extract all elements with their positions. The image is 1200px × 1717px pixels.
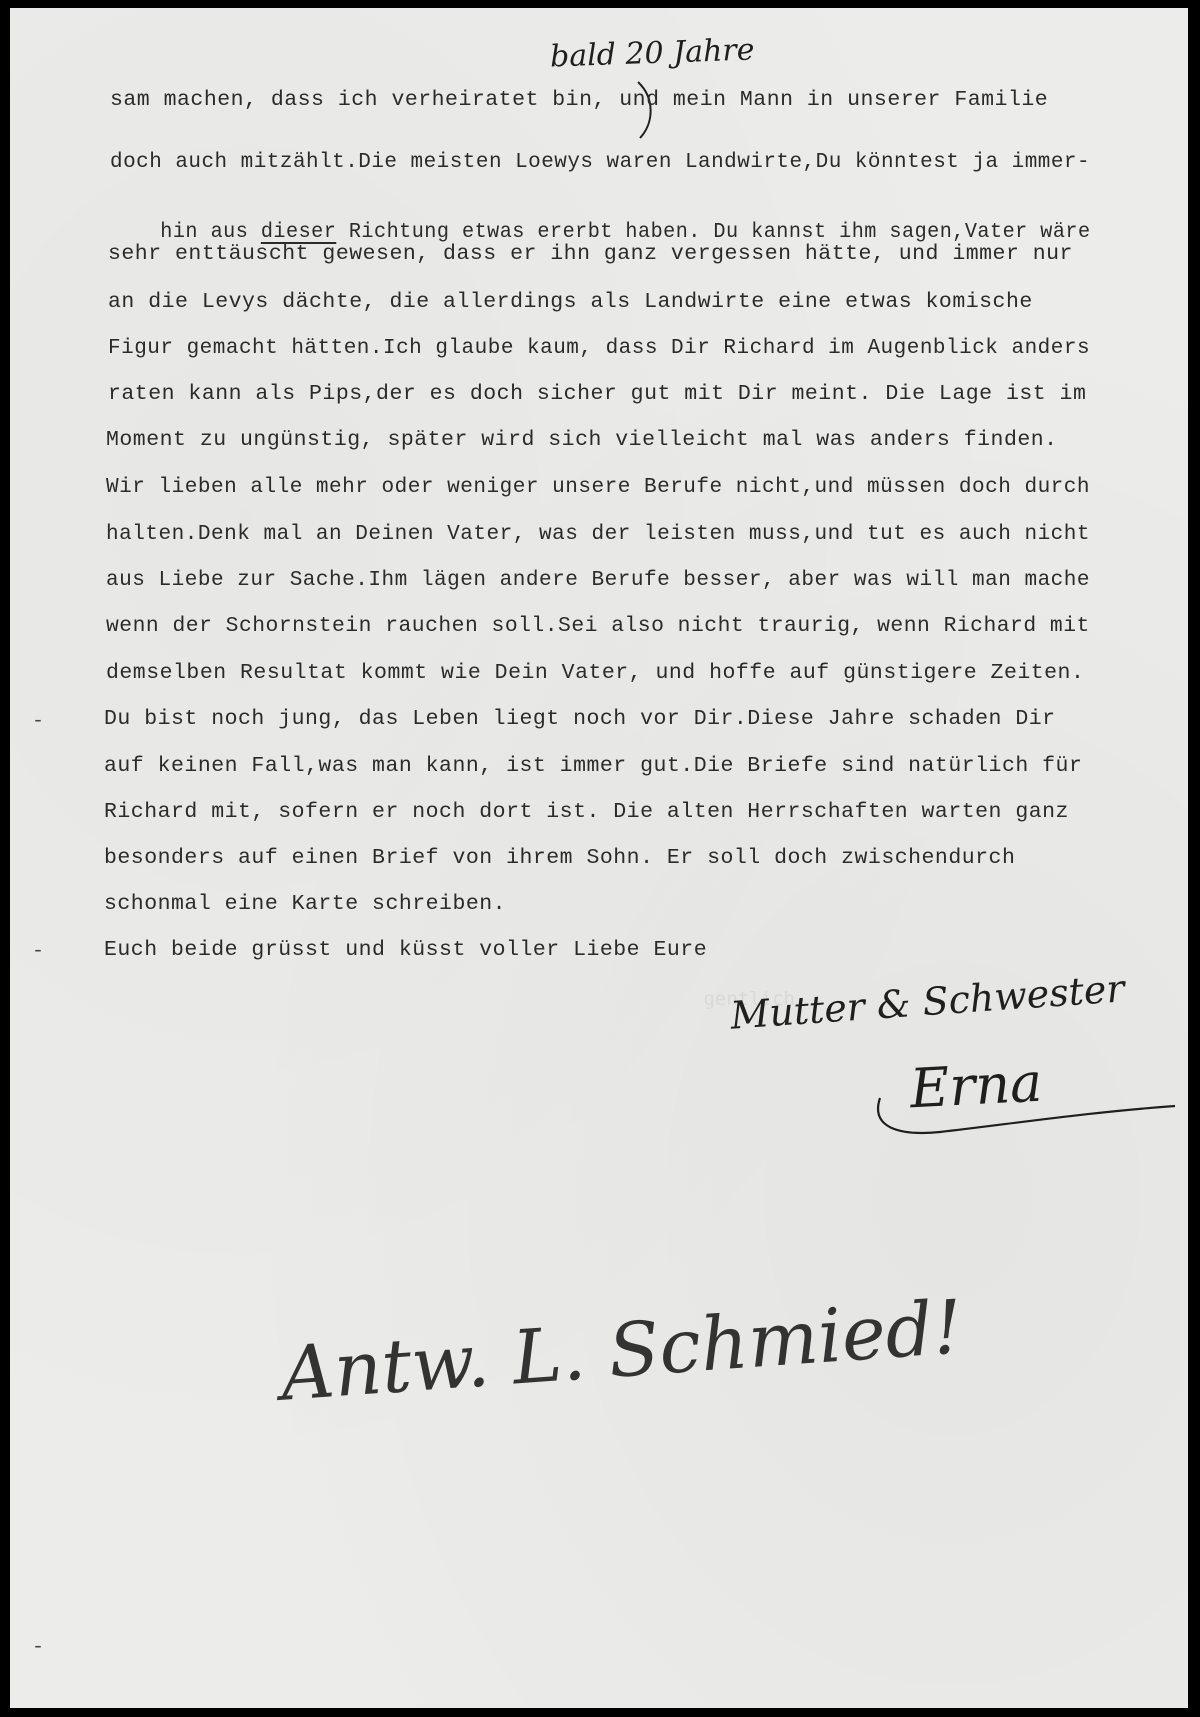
letter-line: wenn der Schornstein rauchen soll.Sei also nicht traurig, wenn Richard mit: [106, 614, 1090, 638]
handwritten-signature: Erna: [908, 1050, 1044, 1121]
letter-line: Moment zu ungünstig, später wird sich vielleicht mal was anders finden.: [106, 428, 1058, 452]
signature-flourish: [870, 1088, 1188, 1148]
margin-mark: -: [32, 940, 45, 963]
letter-line: sam machen, dass ich verheiratet bin, und mein Mann in unserer Familie: [110, 88, 1049, 112]
letter-line: sehr enttäuscht gewesen, dass er ihn ganz vergessen hätte, und immer nur: [108, 242, 1073, 266]
letter-page: [10, 8, 1188, 1708]
letter-line: raten kann als Pips,der es doch sicher gut mit Dir meint. Die Lage ist im: [108, 382, 1087, 406]
reverse-side-bleed: [40, 1038, 692, 1060]
letter-line: Wir lieben alle mehr oder weniger unsere Berufe nicht,und müssen doch durch: [106, 475, 1091, 499]
underlined-word: dieser: [260, 220, 337, 244]
handwritten-closing: Mutter & Schwester: [728, 966, 1126, 1038]
letter-line-end: Richtung etwas ererbt haben. Du kannst ihm sagen,Vater wäre: [336, 220, 1091, 244]
letter-line: doch auch mitzählt.Die meisten Loewys waren Landwirte,Du könntest ja immer-: [110, 150, 1091, 174]
letter-line: Figur gemacht hätten.Ich glaube kaum, dass Dir Richard im Augenblick anders: [108, 336, 1091, 360]
letter-line: Du bist noch jung, das Leben liegt noch vor Dir.Diese Jahre schaden Dir: [104, 707, 1056, 731]
letter-line: aus Liebe zur Sache.Ihm lägen andere Berufe besser, aber was will man mache: [106, 568, 1091, 592]
margin-mark: -: [32, 1636, 45, 1659]
margin-mark: -: [32, 710, 45, 733]
letter-line: auf keinen Fall,was man kann, ist immer gut.Die Briefe sind natürlich für: [104, 754, 1083, 778]
handwritten-insertion: bald 20 Jahre: [549, 32, 756, 75]
letter-line: schonmal eine Karte schreiben.: [104, 892, 507, 916]
letter-line: an die Levys dächte, die allerdings als Landwirte eine etwas komische: [108, 290, 1033, 314]
letter-line: Richard mit, sofern er noch dort ist. Die alten Herrschaften warten ganz: [104, 800, 1069, 824]
letter-line: halten.Denk mal an Deinen Vater, was der leisten muss,und tut es auch nicht: [106, 522, 1091, 546]
letter-line: Euch beide grüsst und küsst voller Liebe Eure: [104, 938, 708, 962]
pencil-note: Antw. L. Schmied!: [277, 1284, 966, 1418]
letter-line: demselben Resultat kommt wie Dein Vater, und hoffe auf günstigere Zeiten.: [106, 661, 1085, 685]
letter-line: besonders auf einen Brief von ihrem Sohn. Er soll doch zwischendurch: [104, 846, 1016, 870]
reverse-side-bleed: gentlich: [40, 988, 795, 1010]
letter-line-start: hin aus: [160, 220, 261, 244]
